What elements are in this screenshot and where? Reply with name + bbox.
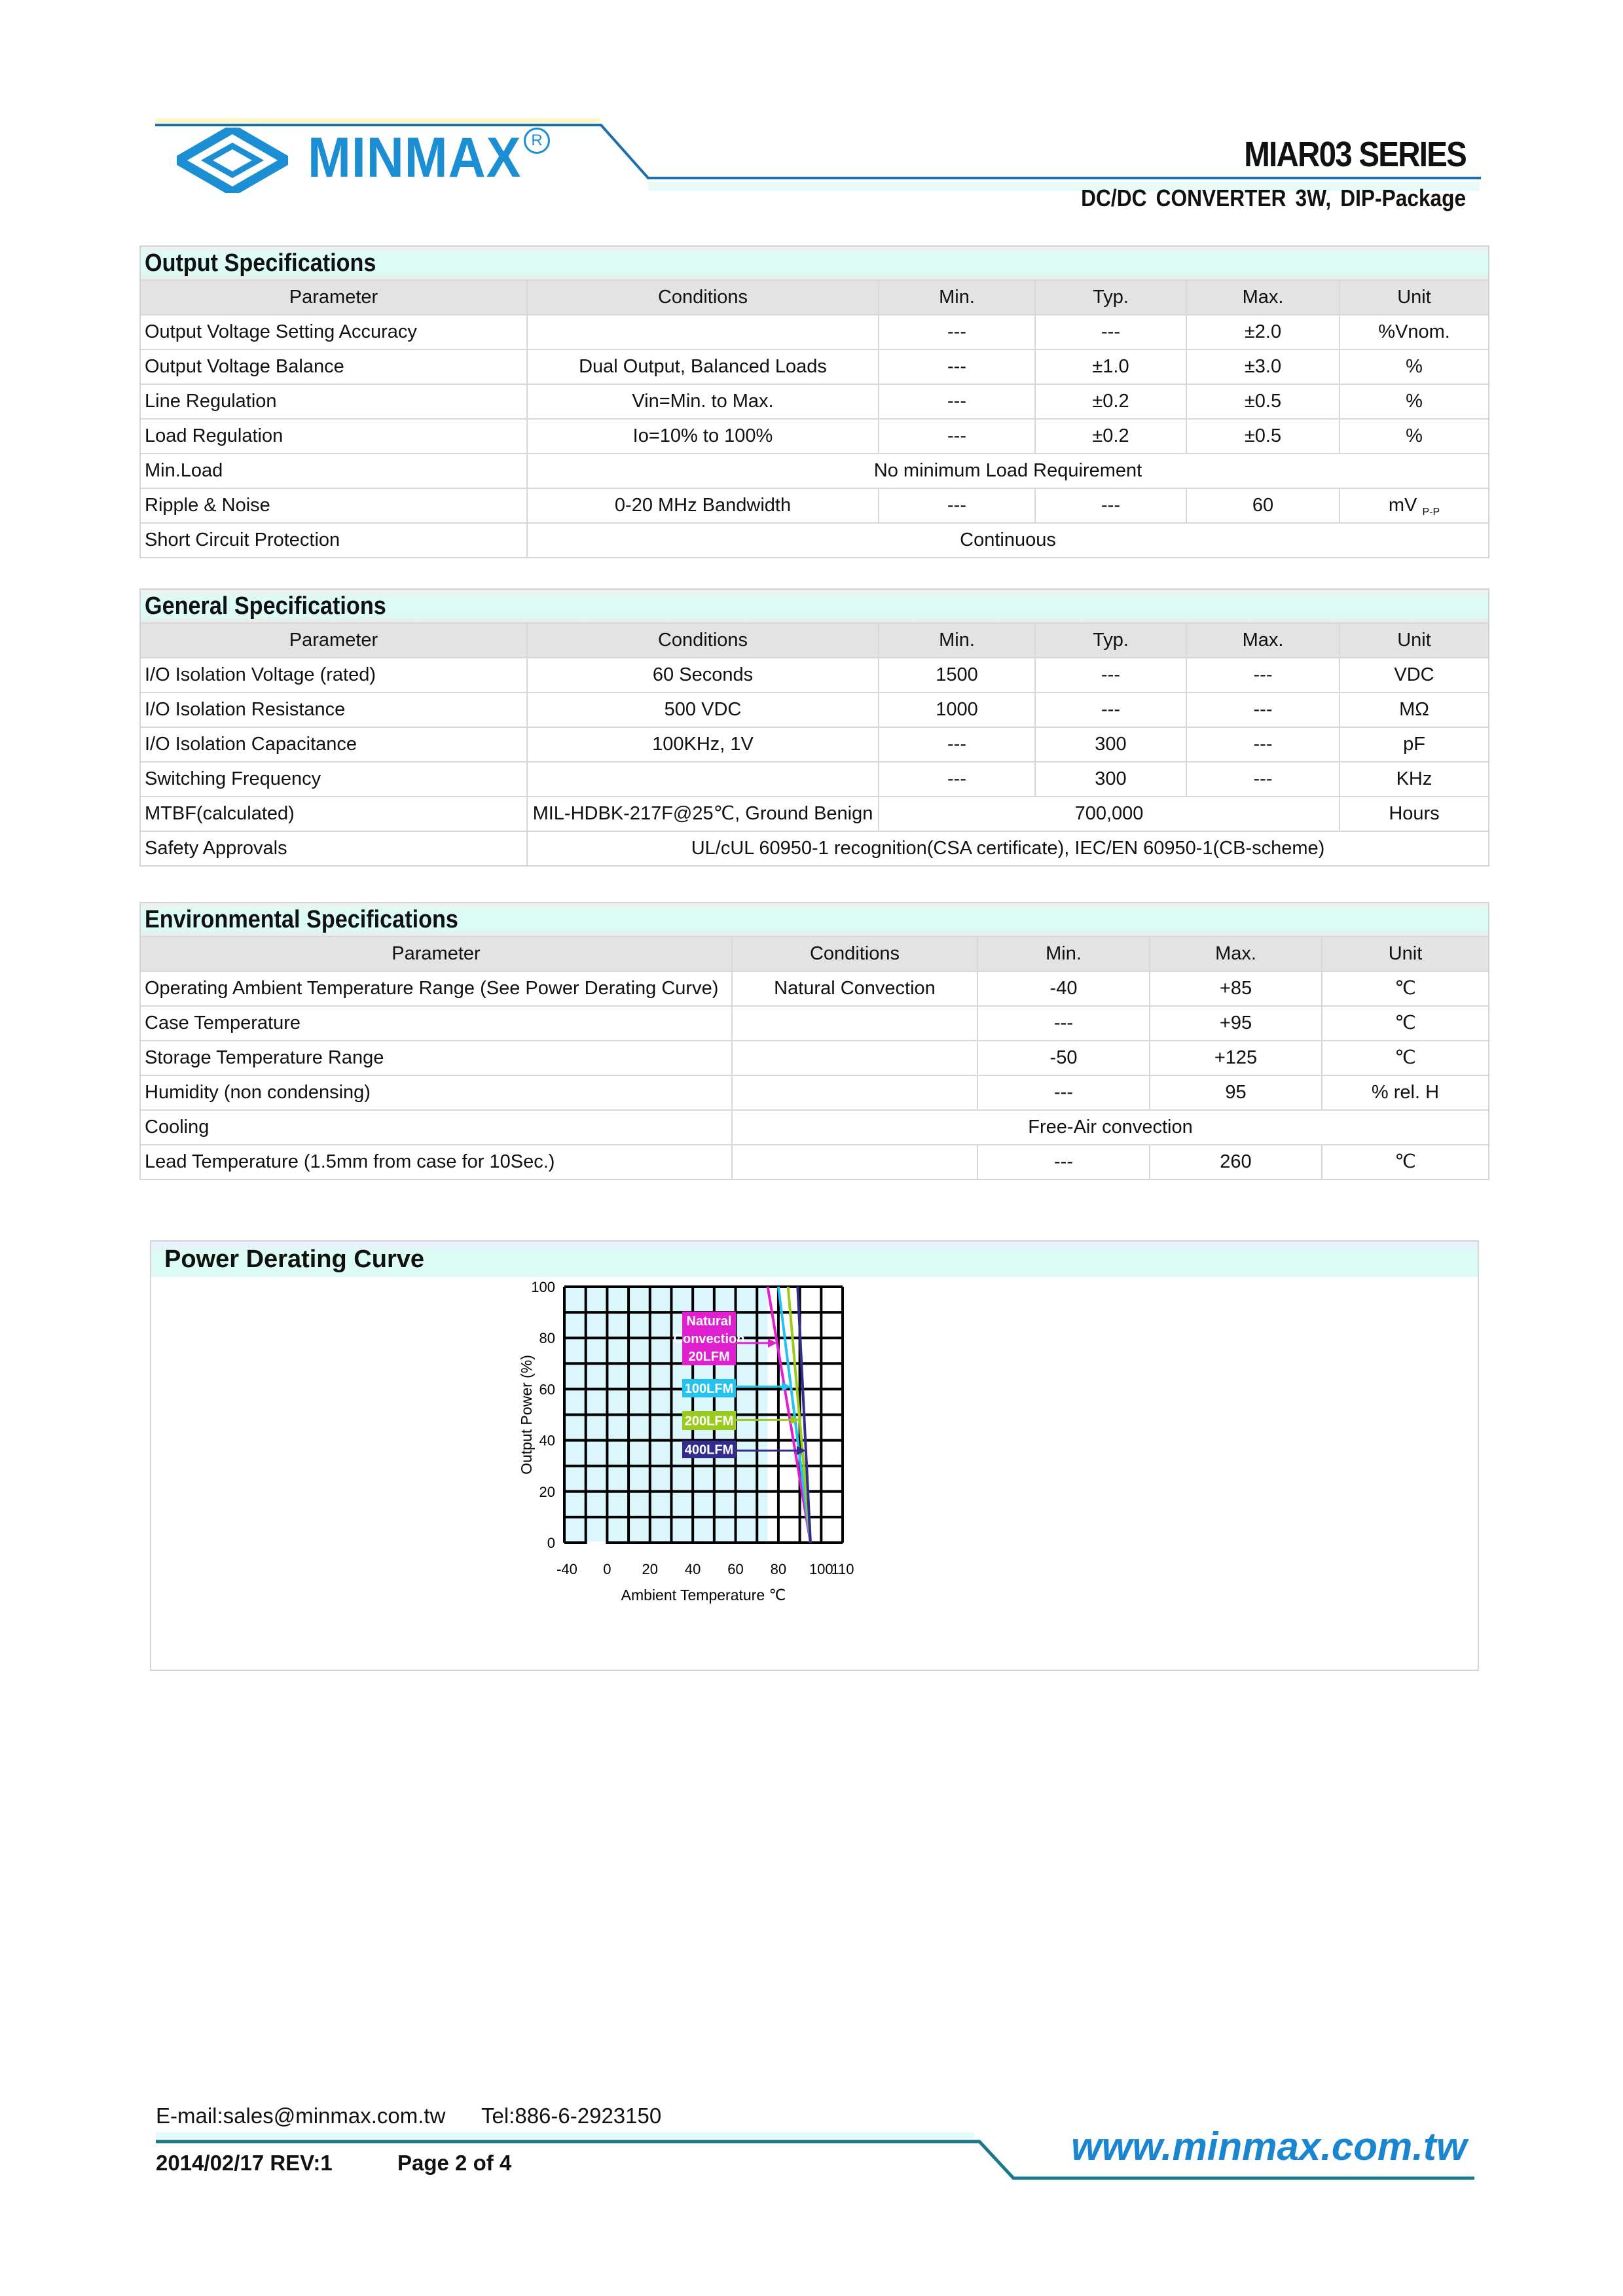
value-cell: --- (977, 1007, 1149, 1040)
value-cell: +125 (1149, 1041, 1321, 1075)
parameter-cell: Cooling (145, 1117, 210, 1138)
cell-text: Continuous (960, 529, 1056, 550)
value-cell: --- (878, 489, 1034, 522)
product-subtitle: DC/DC CONVERTER 3W, DIP-Package (1081, 185, 1466, 211)
value-cell: --- (1186, 728, 1339, 761)
value-cell: VDC (1339, 658, 1488, 692)
cell-text: UL/cUL 60950-1 recognition(CSA certificate), IEC/EN 60950-1(CB-scheme) (691, 838, 1325, 859)
value-cell: --- (1034, 693, 1186, 726)
value-cell: ℃ (1321, 1007, 1488, 1040)
value-cell: ±1.0 (1034, 350, 1186, 384)
value-cell: --- (1034, 658, 1186, 692)
y-tick-label: 80 (539, 1330, 555, 1347)
series-title: MIAR03 SERIES (1244, 135, 1466, 174)
value-cell: 1500 (878, 658, 1034, 692)
parameter-cell: I/O Isolation Capacitance (145, 734, 357, 755)
column-header: Unit (1339, 281, 1488, 314)
value-cell: Io=10% to 100% (526, 420, 878, 453)
footer-tel: Tel:886-6-2923150 (481, 2104, 662, 2128)
parameter-cell: Safety Approvals (145, 838, 287, 859)
parameter-cell: Case Temperature (145, 1013, 301, 1033)
y-tick-label: 0 (547, 1535, 555, 1551)
value-cell: Vin=Min. to Max. (526, 385, 878, 418)
parameter-cell: Operating Ambient Temperature Range (See Power Derating Curve) (145, 978, 719, 999)
x-axis-label: Ambient Temperature ℃ (621, 1587, 786, 1604)
value-cell: --- (878, 315, 1034, 349)
value-cell: Hours (1339, 797, 1488, 831)
legend-label: 20LFM (688, 1350, 730, 1364)
column-header: Parameter (392, 943, 481, 964)
value-cell: --- (1186, 693, 1339, 726)
column-header: Unit (1339, 624, 1488, 657)
parameter-cell: I/O Isolation Voltage (rated) (145, 664, 376, 685)
x-tick-label: 0 (603, 1561, 611, 1577)
value-cell: 300 (1034, 728, 1186, 761)
value-cell: --- (1034, 315, 1186, 349)
column-header: Conditions (526, 624, 878, 657)
y-axis-label: Output Power (%) (518, 1355, 535, 1475)
footer-date-rev: 2014/02/17 REV:1 (156, 2151, 333, 2175)
y-tick-label: 20 (539, 1483, 555, 1500)
value-cell: ±0.5 (1186, 385, 1339, 418)
registered-mark: R (524, 128, 550, 154)
x-tick-label: 60 (727, 1561, 744, 1577)
parameter-cell: Humidity (non condensing) (145, 1082, 371, 1103)
x-tick-label: 40 (684, 1561, 701, 1577)
parameter-cell: Short Circuit Protection (145, 529, 340, 550)
value-cell: MΩ (1339, 693, 1488, 726)
column-header: Min. (878, 624, 1034, 657)
x-tick-label: 100 (809, 1561, 833, 1577)
value-cell: ±0.2 (1034, 420, 1186, 453)
value-cell: -40 (977, 972, 1149, 1005)
value-cell: --- (878, 762, 1034, 796)
parameter-cell: Min.Load (145, 460, 223, 481)
cell-text: No minimum Load Requirement (873, 460, 1142, 481)
value-cell: --- (878, 350, 1034, 384)
x-tick-label: -40 (556, 1561, 577, 1577)
legend-label: 200LFM (684, 1414, 734, 1429)
legend-label: 400LFM (684, 1443, 734, 1458)
value-cell: % (1339, 420, 1488, 453)
parameter-cell: Output Voltage Setting Accuracy (145, 321, 417, 342)
section-title-text: General Specifications (145, 592, 386, 620)
value-cell: 500 VDC (526, 693, 878, 726)
legend-label: Convection (673, 1332, 745, 1346)
value-cell: Dual Output, Balanced Loads (526, 350, 878, 384)
website-link[interactable]: www.minmax.com.tw (1071, 2125, 1467, 2168)
value-cell: pF (1339, 728, 1488, 761)
value-cell: --- (977, 1145, 1149, 1179)
parameter-cell: Load Regulation (145, 425, 283, 446)
value-cell: --- (1186, 762, 1339, 796)
value-cell: % rel. H (1321, 1076, 1488, 1109)
value-cell: ℃ (1321, 972, 1488, 1005)
value-cell: ℃ (1321, 1145, 1488, 1179)
column-header: Max. (1186, 624, 1339, 657)
parameter-cell: Switching Frequency (145, 768, 321, 789)
parameter-cell: I/O Isolation Resistance (145, 699, 346, 720)
unit-subscript: P-P (1422, 507, 1440, 518)
value-cell: --- (1186, 658, 1339, 692)
value-cell: ℃ (1321, 1041, 1488, 1075)
cell-text: Free-Air convection (1028, 1117, 1193, 1138)
column-header: Max. (1186, 281, 1339, 314)
value-cell: ±2.0 (1186, 315, 1339, 349)
value-cell: 260 (1149, 1145, 1321, 1179)
column-header: Min. (977, 937, 1149, 971)
brand-name: MINMAX (308, 126, 522, 189)
x-tick-label: 80 (770, 1561, 787, 1577)
value-cell: --- (1034, 489, 1186, 522)
value-cell: --- (878, 385, 1034, 418)
column-header: Typ. (1034, 281, 1186, 314)
x-tick-label: 110 (831, 1561, 854, 1577)
value-cell: KHz (1339, 762, 1488, 796)
y-tick-label: 40 (539, 1432, 555, 1449)
legend-label: 100LFM (684, 1382, 734, 1396)
column-header: Max. (1149, 937, 1321, 971)
section-title-text: Environmental Specifications (145, 906, 458, 933)
section-title-text: Output Specifications (145, 249, 376, 277)
value-cell: 100KHz, 1V (526, 728, 878, 761)
value-cell: ±3.0 (1186, 350, 1339, 384)
value-cell: Natural Convection (731, 972, 977, 1005)
legend-label: Natural (686, 1314, 732, 1329)
cell-text: 700,000 (1074, 803, 1144, 824)
value-cell: ±0.5 (1186, 420, 1339, 453)
y-tick-label: 60 (539, 1381, 555, 1398)
column-header: Conditions (526, 281, 878, 314)
cell-text: mV (1388, 495, 1417, 516)
axis-break (587, 1541, 606, 1547)
column-header: Parameter (289, 287, 378, 308)
column-header: Min. (878, 281, 1034, 314)
parameter-cell: MTBF(calculated) (145, 803, 295, 824)
value-cell: 0-20 MHz Bandwidth (526, 489, 878, 522)
value-cell: --- (878, 420, 1034, 453)
parameter-cell: Ripple & Noise (145, 495, 270, 516)
value-cell: -50 (977, 1041, 1149, 1075)
parameter-cell: Line Regulation (145, 391, 277, 412)
column-header: Typ. (1034, 624, 1186, 657)
section-title: Power Derating Curve (151, 1242, 1478, 1277)
value-cell: +95 (1149, 1007, 1321, 1040)
column-header: Conditions (731, 937, 977, 971)
value-cell: % (1339, 385, 1488, 418)
value-cell: 60 (1186, 489, 1339, 522)
value-cell: % (1339, 350, 1488, 384)
value-cell: 60 Seconds (526, 658, 878, 692)
footer-email: E-mail:sales@minmax.com.tw (156, 2104, 446, 2128)
footer-page-number: Page 2 of 4 (397, 2151, 512, 2175)
value-cell: MIL-HDBK-217F@25℃, Ground Benign (526, 797, 878, 831)
value-cell: 1000 (878, 693, 1034, 726)
value-cell: %Vnom. (1339, 315, 1488, 349)
value-cell: --- (878, 728, 1034, 761)
x-tick-label: 20 (642, 1561, 659, 1577)
column-header: Parameter (289, 630, 378, 651)
value-cell: 95 (1149, 1076, 1321, 1109)
y-tick-label: 100 (531, 1279, 555, 1295)
parameter-cell: Lead Temperature (1.5mm from case for 10Sec.) (145, 1151, 555, 1172)
parameter-cell: Output Voltage Balance (145, 356, 344, 377)
column-header: Unit (1321, 937, 1488, 971)
value-cell: --- (977, 1076, 1149, 1109)
value-cell: ±0.2 (1034, 385, 1186, 418)
parameter-cell: Storage Temperature Range (145, 1047, 384, 1068)
value-cell: 300 (1034, 762, 1186, 796)
value-cell: +85 (1149, 972, 1321, 1005)
